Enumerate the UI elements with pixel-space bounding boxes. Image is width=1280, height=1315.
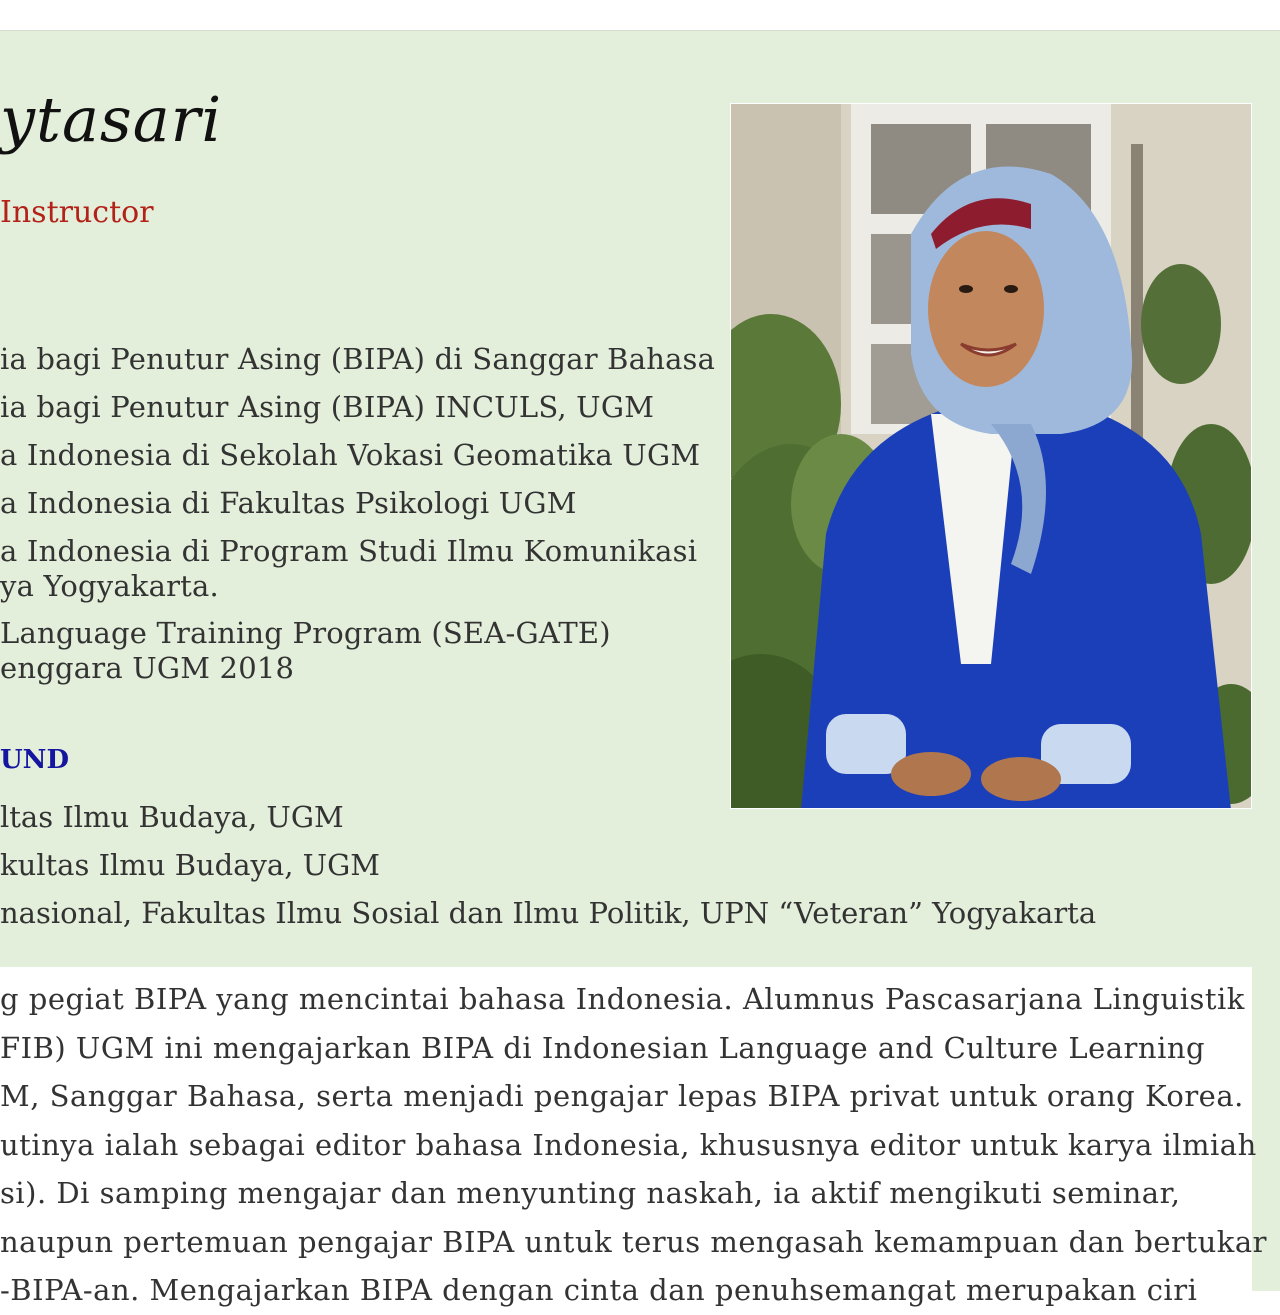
bio-line: naupun pertemuan pengajar BIPA untuk terus mengasah kemampuan dan bertukar	[0, 1224, 1267, 1259]
education-heading: UND	[0, 745, 69, 775]
bio-line: FIB) UGM ini mengajarkan BIPA di Indonesian Language and Culture Learning	[0, 1030, 1206, 1065]
profile-role: Instructor	[0, 195, 154, 230]
bio-line: utinya ialah sebagai editor bahasa Indonesia, khususnya editor untuk karya ilmiah	[0, 1127, 1257, 1162]
experience-item: a Indonesia di Sekolah Vokasi Geomatika UGM	[0, 438, 701, 472]
bio-section	[0, 967, 1267, 1311]
profile-photo	[730, 103, 1252, 809]
bio-line: si). Di samping mengajar dan menyunting naskah, ia aktif mengikuti seminar,	[0, 1176, 1181, 1210]
experience-item: ia bagi Penutur Asing (BIPA) INCULS, UGM	[0, 390, 655, 424]
experience-item-continuation: enggara UGM 2018	[0, 651, 295, 685]
bio-line: -BIPA-an. Mengajarkan BIPA dengan cinta dan penuhsemangat merupakan ciri	[0, 1273, 1198, 1307]
education-item: nasional, Fakultas Ilmu Sosial dan Ilmu Politik, UPN “Veteran” Yogyakarta	[0, 896, 1097, 930]
bio-line: M, Sanggar Bahasa, serta menjadi pengajar lepas BIPA privat untuk orang Korea.	[0, 1079, 1244, 1113]
education-item: ltas Ilmu Budaya, UGM	[0, 800, 344, 834]
experience-item: Language Training Program (SEA-GATE)	[0, 616, 611, 650]
experience-item: ia bagi Penutur Asing (BIPA) di Sanggar Bahasa	[0, 342, 716, 376]
experience-item: a Indonesia di Fakultas Psikologi UGM	[0, 486, 577, 520]
portrait-illustration	[731, 104, 1252, 809]
experience-item: a Indonesia di Program Studi Ilmu Komunikasi	[0, 534, 698, 568]
experience-list	[0, 341, 720, 697]
experience-item-continuation: ya Yogyakarta.	[0, 569, 219, 603]
education-item: kultas Ilmu Budaya, UGM	[0, 848, 380, 882]
bio-line: g pegiat BIPA yang mencintai bahasa Indonesia. Alumnus Pascasarjana Linguistik	[0, 982, 1245, 1016]
education-list	[0, 799, 1096, 943]
profile-card	[0, 30, 1280, 1307]
profile-name: ytasari	[0, 83, 223, 156]
